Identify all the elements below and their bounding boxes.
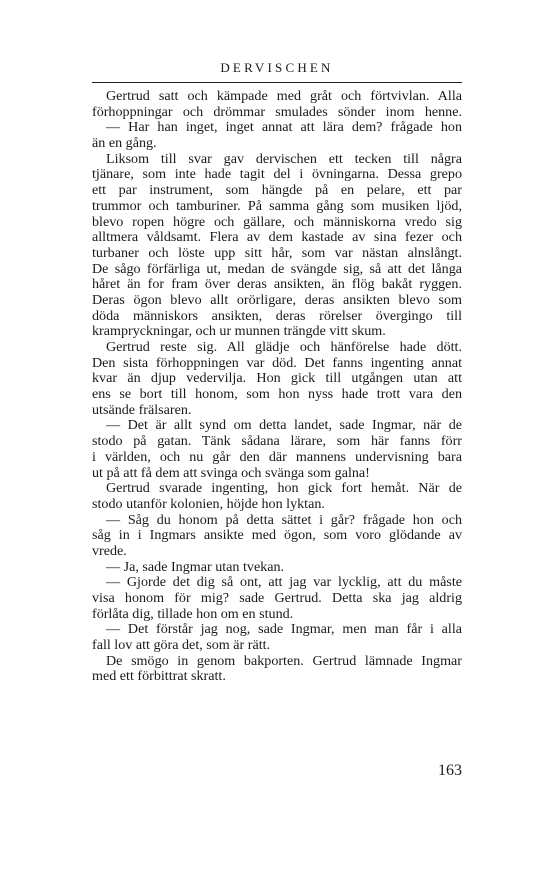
text-line: vrede. [92,542,127,559]
text-line: — Såg du honom på detta sättet i går? frågade hon och [106,511,462,528]
text-line: döda människors ansikten, deras rörelser övergingo till [92,307,462,324]
text-line: håret än for fram över deras ansikten, än flög bakåt ryggen. [92,276,462,293]
text-line: kvar än djup vedervilja. Hon gick till utgången utan att [92,370,462,387]
text-line: visa honom för mig? sade Gertrud. Detta ska jag aldrig [92,590,462,606]
text-line: — Det förstår jag nog, sade Ingmar, men man får i alla [106,621,462,638]
text-line: fall lov att göra det, som är rätt. [92,637,271,654]
text-line: ett par instrument, som hängde på en pelare, ett par [92,182,462,199]
text-line: De smögo in genom bakporten. Gertrud lämnade Ingmar [106,652,462,669]
text-line: krampryckningar, och ur munnen trängde vitt skum. [92,323,386,340]
text-line: förlåta dig, tillade hon om en stund. [92,605,294,622]
text-line: blevo ropen högre och gällare, och människorna vredo sig [92,213,462,230]
text-line: Gertrud svarade ingenting, hon gick fort hemåt. När de [106,480,462,497]
running-header: DERVISCHEN [220,60,334,75]
text-line: Den sista förhoppningen var död. Det fanns ingenting annat [92,354,462,371]
text-line: — Det är allt synd om detta landet, sade Ingmar, när de [106,417,462,434]
text-line: De sågo förfärliga ut, medan de svängde sig, så att det långa [92,260,462,277]
text-line: — Ja, sade Ingmar utan tvekan. [106,558,285,575]
text-line: ens se bort till honom, som hon nyss hade trott vara den [92,386,462,403]
text-line: med ett förbittrat skratt. [92,668,226,685]
text-line: alltmera våldsamt. Flera av dem kastade av sina fezer och [92,229,462,246]
text-line: — Har han inget, inget annat att lära dem? frågade hon [106,119,462,136]
text-line: Gertrud reste sig. All glädje och hänförelse hade dött. [106,339,462,355]
body-text [92,89,462,685]
text-line: stodo på gatan. Tänk sådana lärare, som här fanns förr [92,433,462,450]
text-line: Gertrud satt och kämpade med gråt och förtvivlan. Alla [106,88,462,104]
text-line: ut på att få dem att svinga och svänga som galna! [92,464,370,481]
text-line: Liksom till svar gav dervischen ett tecken till några [106,150,462,167]
text-line: Deras ögon blevo allt orörligare, deras ansikten blevo som [92,291,462,308]
header-rule [92,82,462,83]
text-line: såg in i Ingmars ansikte med ögon, som voro glödande av [92,527,462,544]
text-line: utsände frälsaren. [92,401,192,418]
text-line: tjänare, som inte hade tagit del i övningarna. Dessa grepo [92,166,462,183]
text-line: trummor och tamburiner. På samma gång som musiken ljöd, [92,197,462,214]
page-number: 163 [438,762,462,779]
text-line: stodo utanför kolonien, höjde hon lyktan. [92,495,325,512]
text-line: turbaner och löste upp sitt hår, som var nästan alnslångt. [92,244,462,261]
text-line: förhoppningar och drömmar smulades sönder inom henne. [92,103,462,120]
text-line: — Gjorde det dig så ont, att jag var lycklig, att du måste [106,574,462,591]
text-line: än en gång. [92,135,157,152]
text-line: i världen, och nu går den där mannens undervisning bara [92,448,462,465]
